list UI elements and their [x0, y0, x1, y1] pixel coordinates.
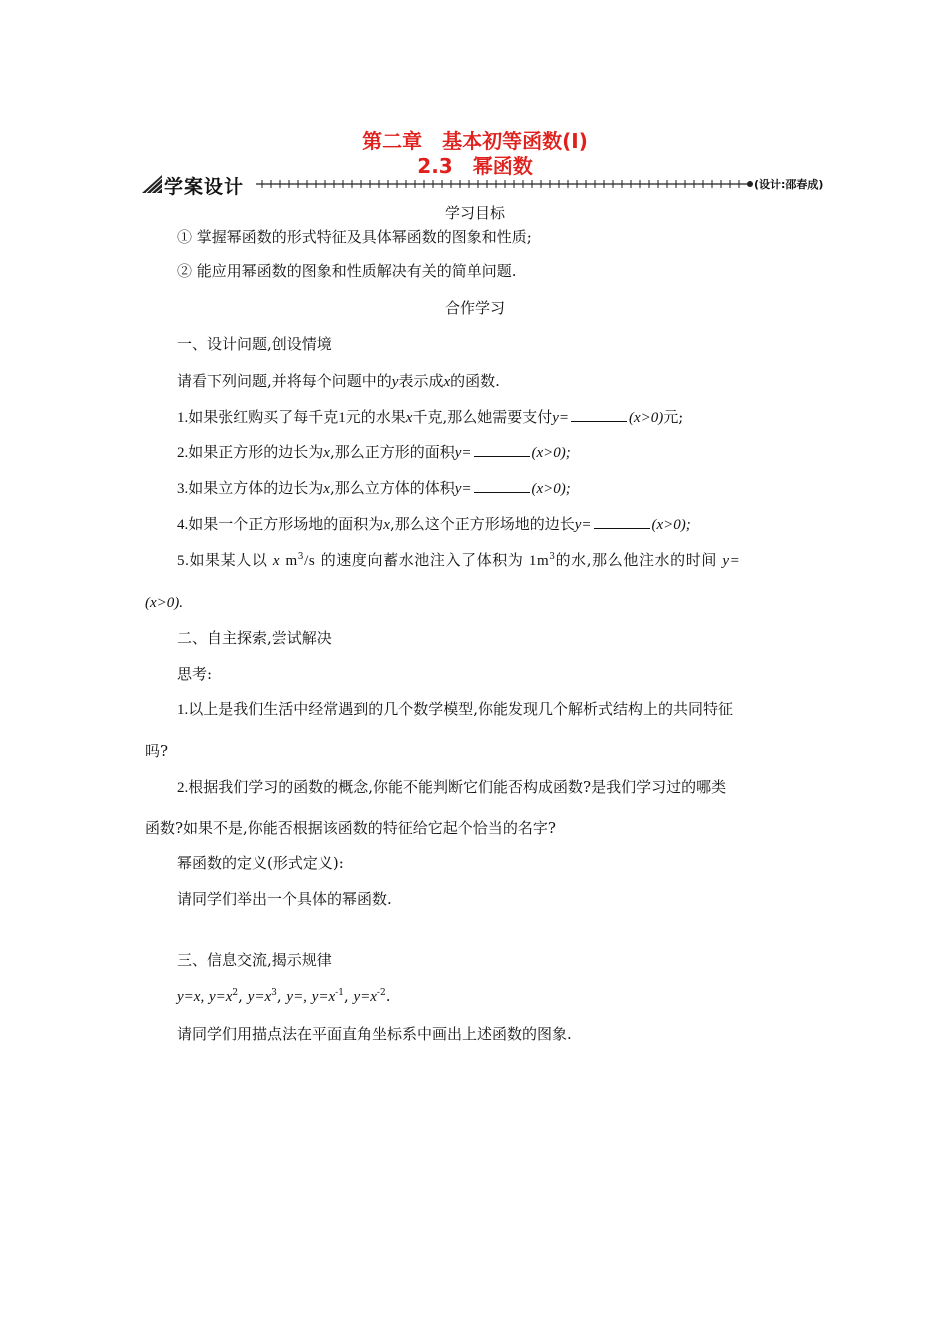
think-question-1: 1.以上是我们生活中经常遇到的几个数学模型,你能发现几个解析式结构上的共同特征	[177, 700, 734, 718]
banner-label: 学案设计	[164, 176, 245, 198]
part3-heading: 三、信息交流,揭示规律	[177, 951, 332, 969]
question-5: 5.如果某人以 x $m^3/s$ 的速度向蓄水池注入了体积为 $1m^3$的水,那么他注水的时间 y=	[177, 551, 741, 569]
part2-heading: 二、自主探索,尝试解决	[177, 629, 332, 647]
question-3: 3.如果立方体的边长为x,那么立方体的体积y= (x>0);	[177, 479, 571, 497]
answer-blank[interactable]	[474, 478, 530, 493]
think-label: 思考:	[177, 665, 213, 683]
section-banner	[142, 172, 824, 198]
banner-credit: (设计:邵春成)	[754, 178, 824, 191]
section-title: 2.3 幂函数	[417, 154, 533, 178]
cooperative-heading: 合作学习	[444, 299, 505, 317]
question-2: 2.如果正方形的边长为x,那么正方形的面积y= (x>0);	[177, 443, 571, 461]
question-4: 4.如果一个正方形场地的面积为x,那么这个正方形场地的边长y= (x>0);	[177, 515, 691, 533]
answer-blank[interactable]	[474, 442, 530, 457]
answer-blank[interactable]	[594, 514, 650, 529]
power-function-definition: 幂函数的定义(形式定义):	[177, 854, 344, 872]
think-question-1-cont: 吗?	[145, 742, 169, 760]
banner-dotted-rule	[256, 172, 756, 196]
question-1: 1.如果张红购买了每千克1元的水果x千克,那么她需要支付y= (x>0)元;	[177, 408, 684, 426]
function-list: y=x, $y=x^2$, $y=x^3$, y=, $y=x^{-1}$, $y=x^{-2}$.	[177, 987, 391, 1005]
objective-item-1: ① 掌握幂函数的形式特征及具体幂函数的图象和性质;	[177, 228, 532, 246]
example-prompt: 请同学们举出一个具体的幂函数.	[177, 890, 392, 908]
objectives-heading: 学习目标	[444, 204, 505, 222]
part1-intro: 请看下列问题,并将每个问题中的y表示成x的函数.	[177, 372, 500, 390]
part1-heading: 一、设计问题,创设情境	[177, 335, 332, 353]
chapter-title: 第二章 基本初等函数(Ⅰ)	[362, 129, 588, 153]
answer-blank[interactable]	[571, 407, 627, 422]
graph-task: 请同学们用描点法在平面直角坐标系中画出上述函数的图象.	[177, 1025, 572, 1043]
objective-item-2: ② 能应用幂函数的图象和性质解决有关的简单问题.	[177, 262, 517, 280]
question-5-condition: (x>0).	[145, 595, 184, 611]
think-question-2-cont: 函数?如果不是,你能否根据该函数的特征给它起个恰当的名字?	[145, 819, 556, 837]
banner-triangle-icon	[142, 175, 162, 193]
think-question-2: 2.根据我们学习的函数的概念,你能不能判断它们能否构成函数?是我们学习过的哪类	[177, 778, 727, 796]
